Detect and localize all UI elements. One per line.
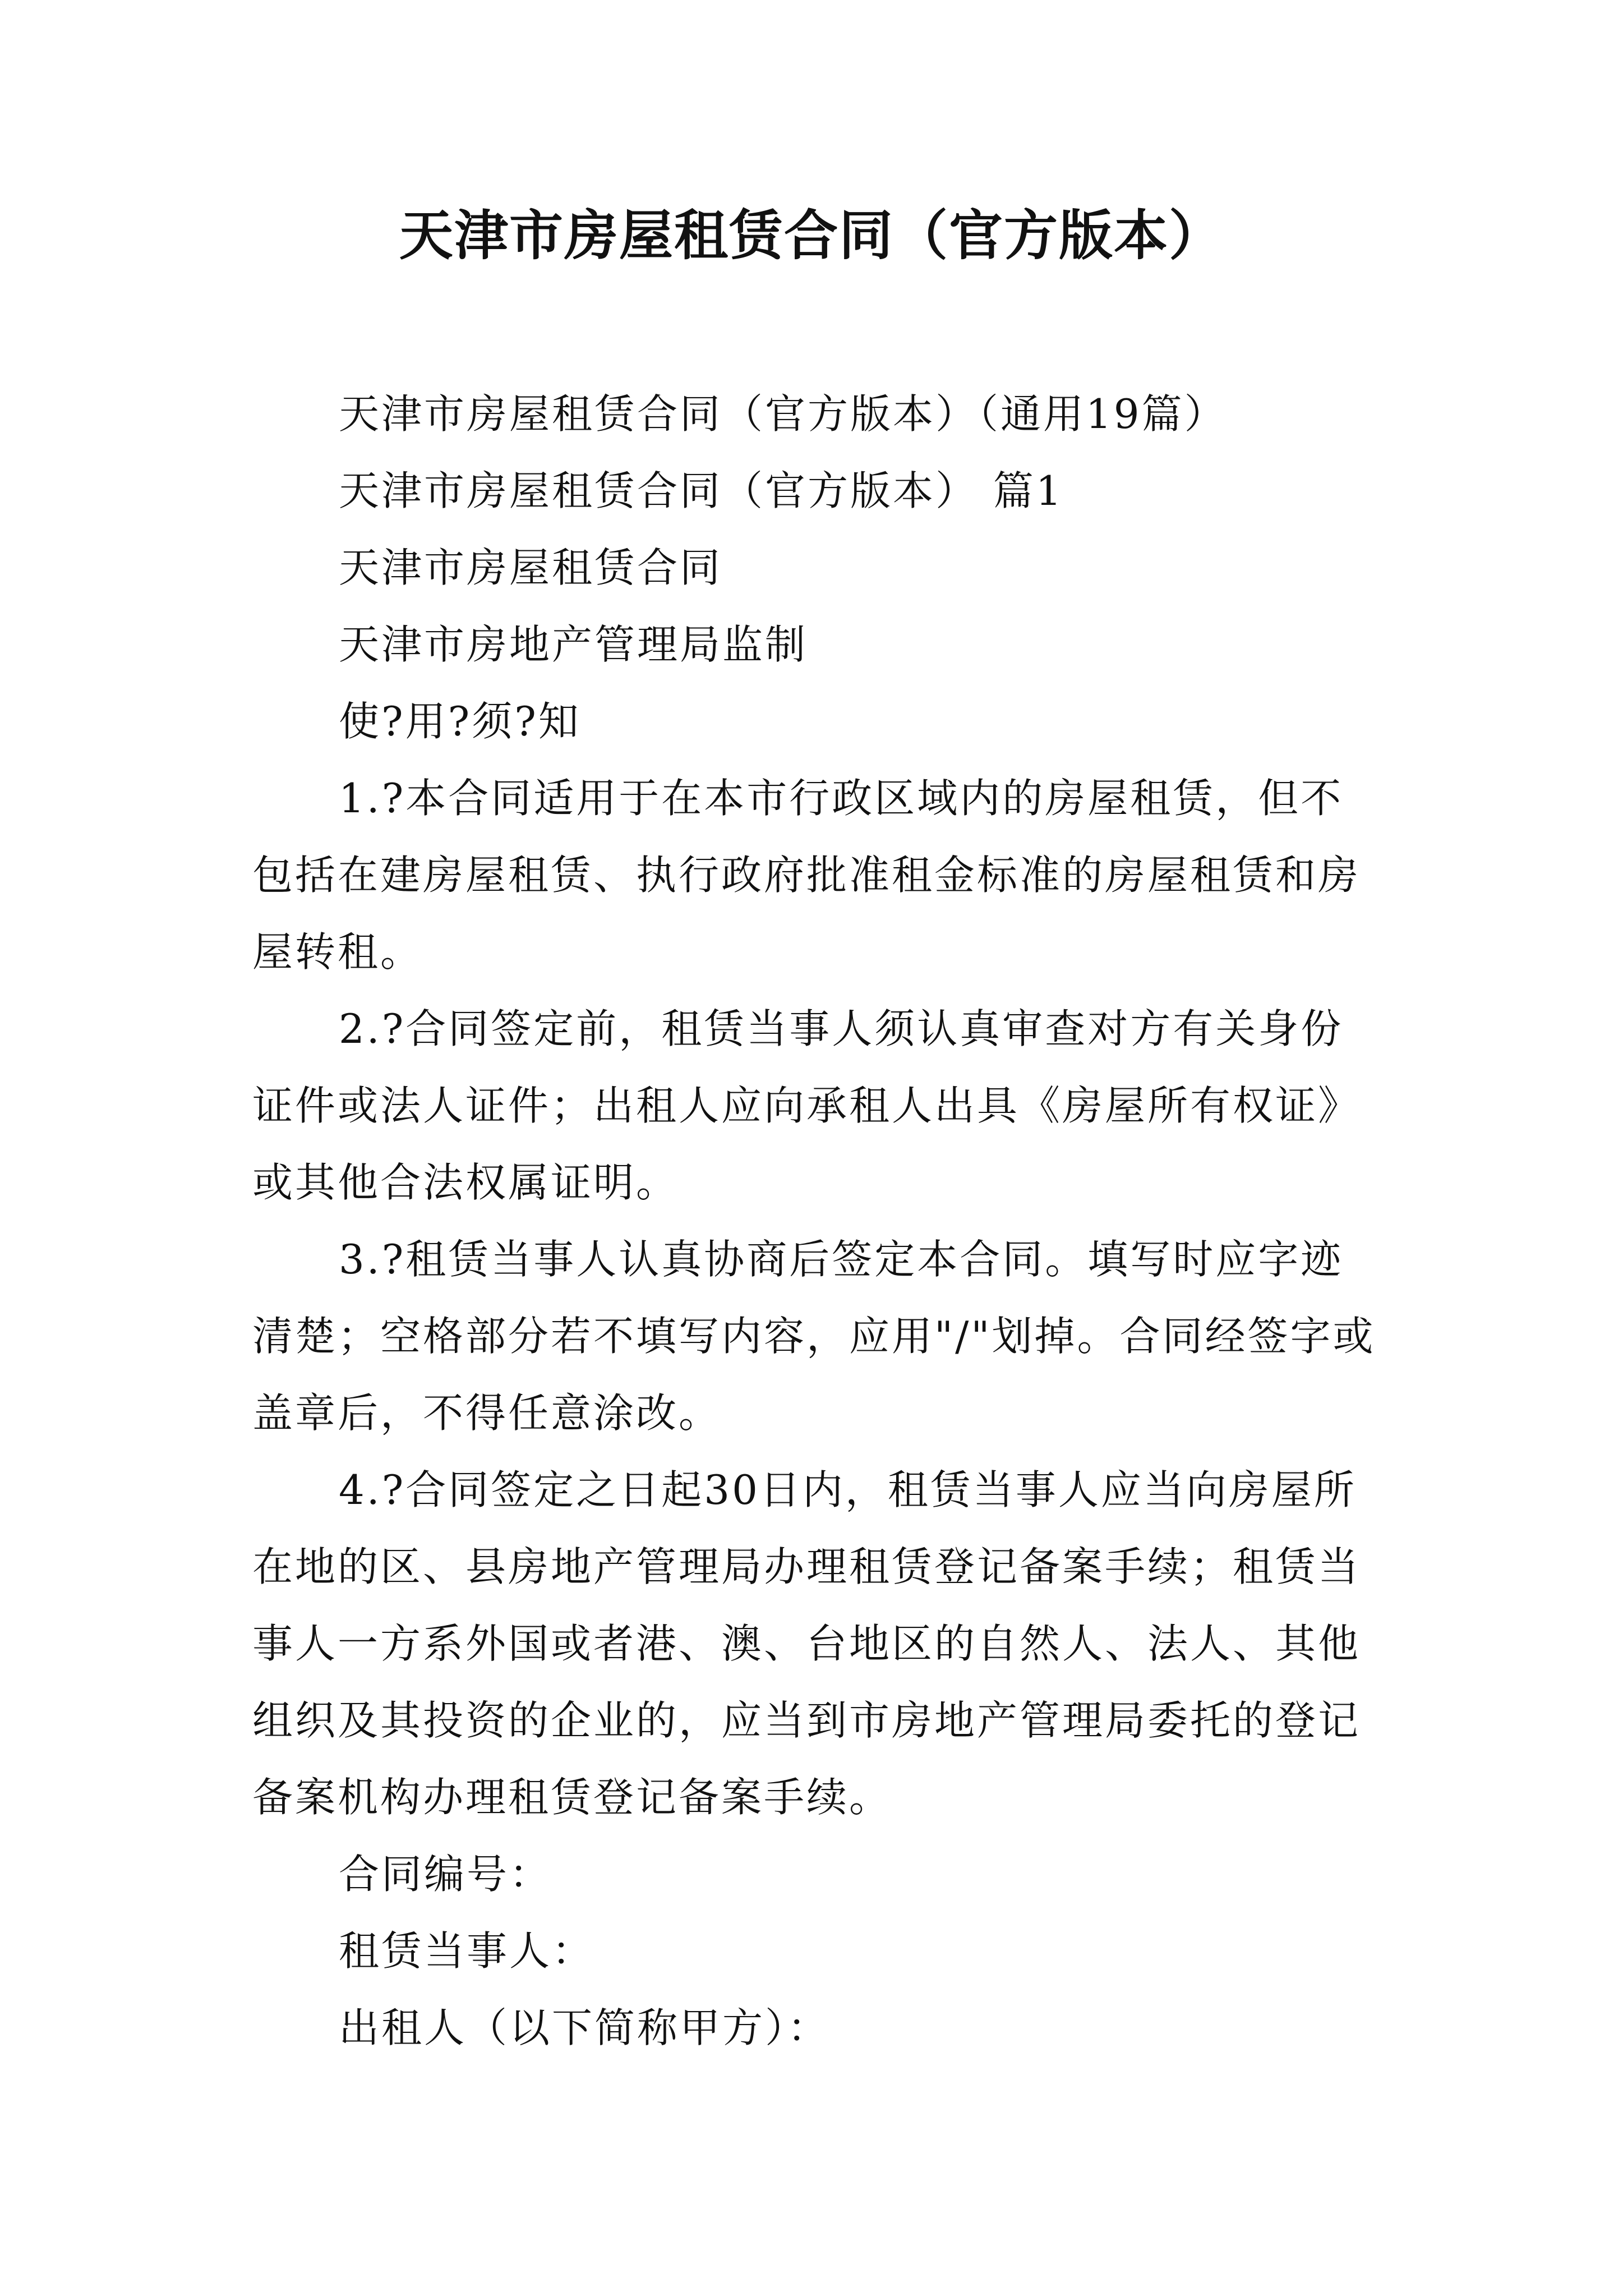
document-body	[252, 376, 1385, 2067]
paragraph-notice-4: 4.?合同签定之日起30日内，租赁当事人应当向房屋所在地的区、县房地产管理局办理租赁登记备案手续；租赁当事人一方系外国或者港、澳、台地区的自然人、法人、其他组织及其投资的企业的，应当到市房地产管理局委托的登记备案机构办理租赁登记备案手续。	[252, 1466, 1361, 1821]
paragraph-issuer: 天津市房地产管理局监制	[339, 621, 808, 668]
document-title: 天津市房屋租赁合同（官方版本）	[399, 204, 1224, 267]
paragraph-notice-2: 2.?合同签定前，租赁当事人须认真审查对方有关身份证件或法人证件；出租人应向承租人出具《房屋所有权证》或其他合法权属证明。	[252, 1005, 1361, 1206]
paragraph-notice-1: 1.?本合同适用于在本市行政区域内的房屋租赁，但不包括在建房屋租赁、执行政府批准租金标准的房屋租赁和房屋转租。	[252, 775, 1361, 976]
paragraph-subtitle: 天津市房屋租赁合同（官方版本）（通用19篇）	[339, 390, 1227, 438]
paragraph-contract-name: 天津市房屋租赁合同	[339, 544, 723, 591]
paragraph-parties: 租赁当事人：	[339, 1927, 595, 1975]
paragraph-contract-number: 合同编号：	[339, 1851, 552, 1898]
paragraph-lessor: 出租人（以下简称甲方）：	[339, 2004, 831, 2051]
paragraph-section-heading: 天津市房屋租赁合同（官方版本） 篇1	[339, 467, 1064, 514]
paragraph-usage-notice: 使?用?须?知	[339, 698, 581, 745]
paragraph-notice-3: 3.?租赁当事人认真协商后签定本合同。填写时应字迹清楚；空格部分若不填写内容，应用"/"划掉。合同经签字或盖章后，不得任意涂改。	[252, 1236, 1376, 1437]
